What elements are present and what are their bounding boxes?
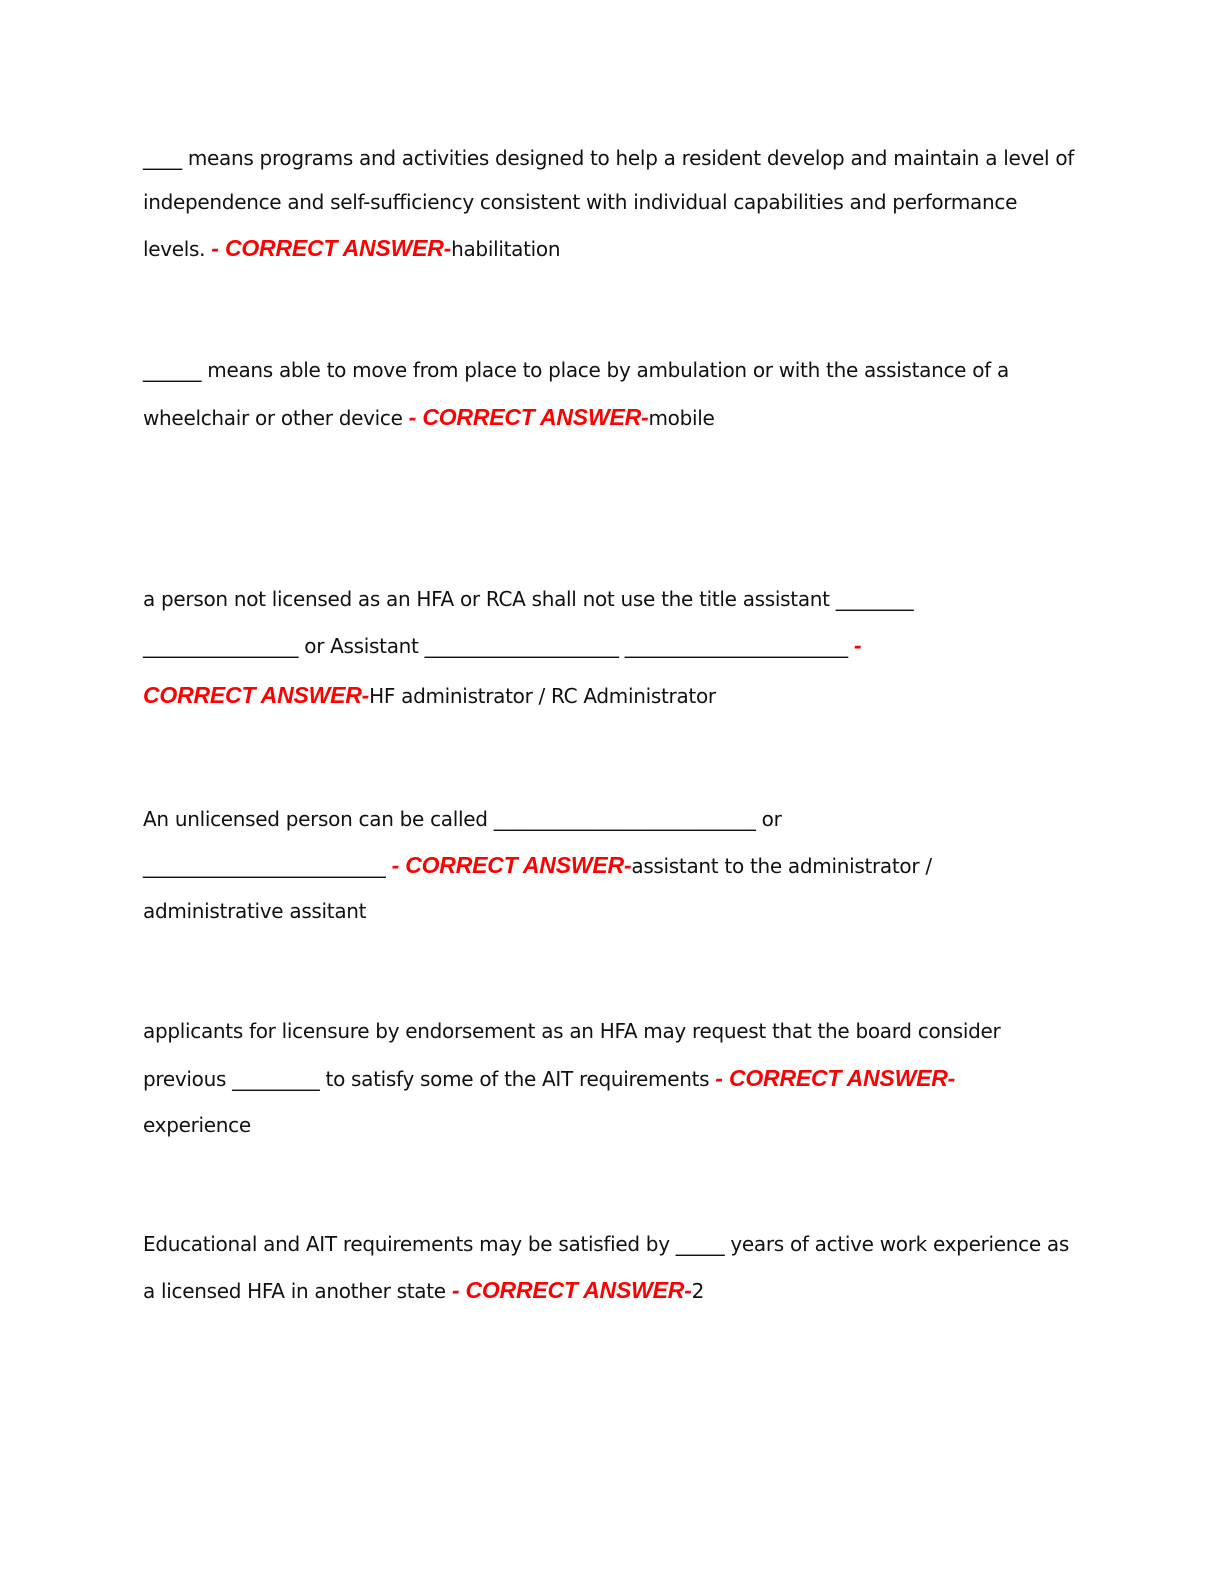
q6-text: a licensed HFA in another state (143, 1279, 452, 1303)
q4-line-2 (143, 853, 932, 878)
q4-line-3: administrative assitant (143, 899, 367, 923)
q2-text: wheelchair or other device (143, 406, 409, 430)
q1-line-2: independence and self-sufficiency consistent with individual capabilities and performance (143, 190, 1018, 214)
q6-answer: 2 (691, 1279, 705, 1303)
correct-answer-marker: - CORRECT ANSWER- (211, 235, 452, 261)
q1-text: levels. (143, 237, 212, 261)
q5-line-1: applicants for licensure by endorsement as an HFA may request that the board consider (143, 1019, 1001, 1043)
q4-answer: assistant to the administrator / (631, 854, 932, 878)
q1-line-3 (143, 236, 560, 261)
correct-answer-marker: - CORRECT ANSWER- (715, 1065, 956, 1091)
q3-text: ________________ or Assistant ____________________ _______________________ (143, 634, 854, 658)
correct-answer-marker-start: - (853, 632, 862, 658)
q2-line-2 (143, 405, 715, 430)
q4-line-1: An unlicensed person can be called ___________________________ or (143, 807, 782, 831)
q5-line-2 (143, 1066, 955, 1091)
q2-answer: mobile (648, 406, 715, 430)
q3-line-3 (143, 683, 716, 708)
q4-text: _________________________ (143, 854, 392, 878)
q6-line-1: Educational and AIT requirements may be satisfied by _____ years of active work experience as (143, 1232, 1069, 1256)
q3-answer: HF administrator / RC Administrator (369, 684, 716, 708)
correct-answer-marker: - CORRECT ANSWER- (391, 852, 632, 878)
q3-line-1: a person not licensed as an HFA or RCA shall not use the title assistant ________ (143, 587, 914, 611)
q2-line-1: ______ means able to move from place to place by ambulation or with the assistance of a (143, 358, 1009, 382)
q1-line-1: ____ means programs and activities designed to help a resident develop and maintain a level of (143, 146, 1075, 170)
correct-answer-marker: - CORRECT ANSWER- (451, 1277, 692, 1303)
q3-line-2 (143, 633, 861, 658)
correct-answer-marker-end: CORRECT ANSWER- (143, 682, 370, 708)
q5-text: previous _________ to satisfy some of the AIT requirements (143, 1067, 716, 1091)
correct-answer-marker: - CORRECT ANSWER- (408, 404, 649, 430)
q1-answer: habilitation (451, 237, 561, 261)
q6-line-2 (143, 1278, 704, 1303)
q5-line-3: experience (143, 1113, 251, 1137)
